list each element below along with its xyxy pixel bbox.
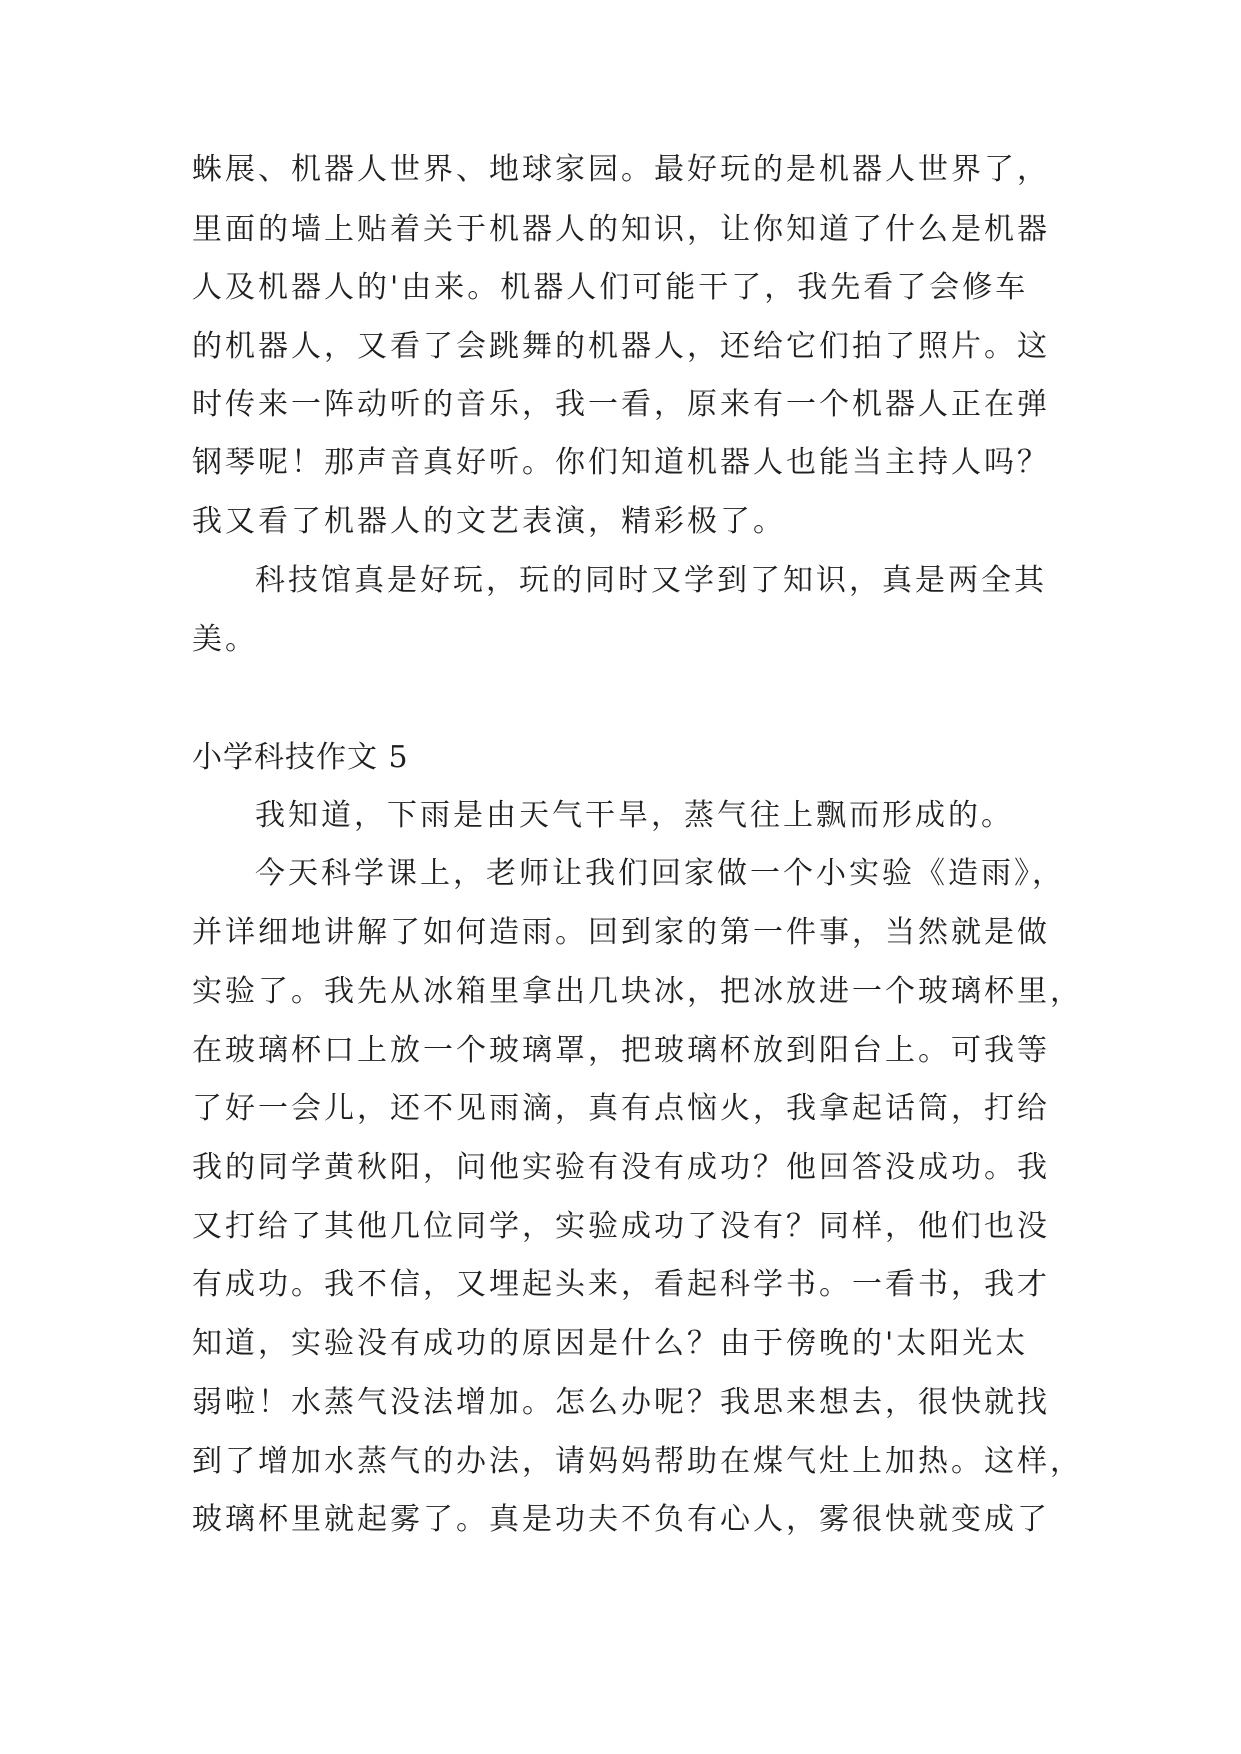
body-text-line: 实验了。我先从冰箱里拿出几块冰，把冰放进一个玻璃杯里， bbox=[192, 974, 1083, 1009]
body-text-line: 弱啦！水蒸气没法增加。怎么办呢？我思来想去，很快就找 bbox=[192, 1385, 1050, 1420]
body-text-line: 了好一会儿，还不见雨滴，真有点恼火，我拿起话筒，打给 bbox=[192, 1091, 1050, 1126]
paragraph-first-line: 科技馆真是好玩，玩的同时又学到了知识，真是两全其 bbox=[255, 563, 1047, 598]
body-text-line: 美。 bbox=[192, 622, 258, 657]
body-text-line: 又打给了其他几位同学，实验成功了没有？同样，他们也没 bbox=[192, 1209, 1050, 1244]
body-text-line: 里面的墙上贴着关于机器人的知识，让你知道了什么是机器 bbox=[192, 212, 1050, 247]
body-text-line: 我的同学黄秋阳，问他实验有没有成功？他回答没成功。我 bbox=[192, 1150, 1050, 1185]
body-text-line: 的机器人，又看了会跳舞的机器人，还给它们拍了照片。这 bbox=[192, 329, 1050, 364]
body-text-line: 人及机器人的'由来。机器人们可能干了，我先看了会修车 bbox=[192, 270, 1029, 305]
body-text-line: 在玻璃杯口上放一个玻璃罩，把玻璃杯放到阳台上。可我等 bbox=[192, 1033, 1050, 1068]
section-heading: 小学科技作文 5 bbox=[192, 740, 409, 775]
body-text-line: 我又看了机器人的文艺表演，精彩极了。 bbox=[192, 504, 786, 539]
body-text-line: 并详细地讲解了如何造雨。回到家的第一件事，当然就是做 bbox=[192, 915, 1050, 950]
body-text-line: 玻璃杯里就起雾了。真是功夫不负有心人，雾很快就变成了 bbox=[192, 1502, 1050, 1537]
body-text-line: 蛛展、机器人世界、地球家园。最好玩的是机器人世界了， bbox=[192, 152, 1050, 187]
body-text-line: 有成功。我不信，又埋起头来，看起科学书。一看书，我才 bbox=[192, 1267, 1050, 1302]
body-text-line: 时传来一阵动听的音乐，我一看，原来有一个机器人正在弹 bbox=[192, 387, 1050, 422]
body-text-line: 到了增加水蒸气的办法，请妈妈帮助在煤气灶上加热。这样， bbox=[192, 1444, 1083, 1479]
paragraph-first-line: 我知道，下雨是由天气干旱，蒸气往上飘而形成的。 bbox=[255, 798, 1014, 833]
paragraph-first-line: 今天科学课上，老师让我们回家做一个小实验《造雨》， bbox=[255, 856, 1065, 891]
body-text-line: 钢琴呢！那声音真好听。你们知道机器人也能当主持人吗？ bbox=[192, 445, 1050, 480]
body-text-line: 知道，实验没有成功的原因是什么？由于傍晚的'太阳光太 bbox=[192, 1326, 1029, 1361]
